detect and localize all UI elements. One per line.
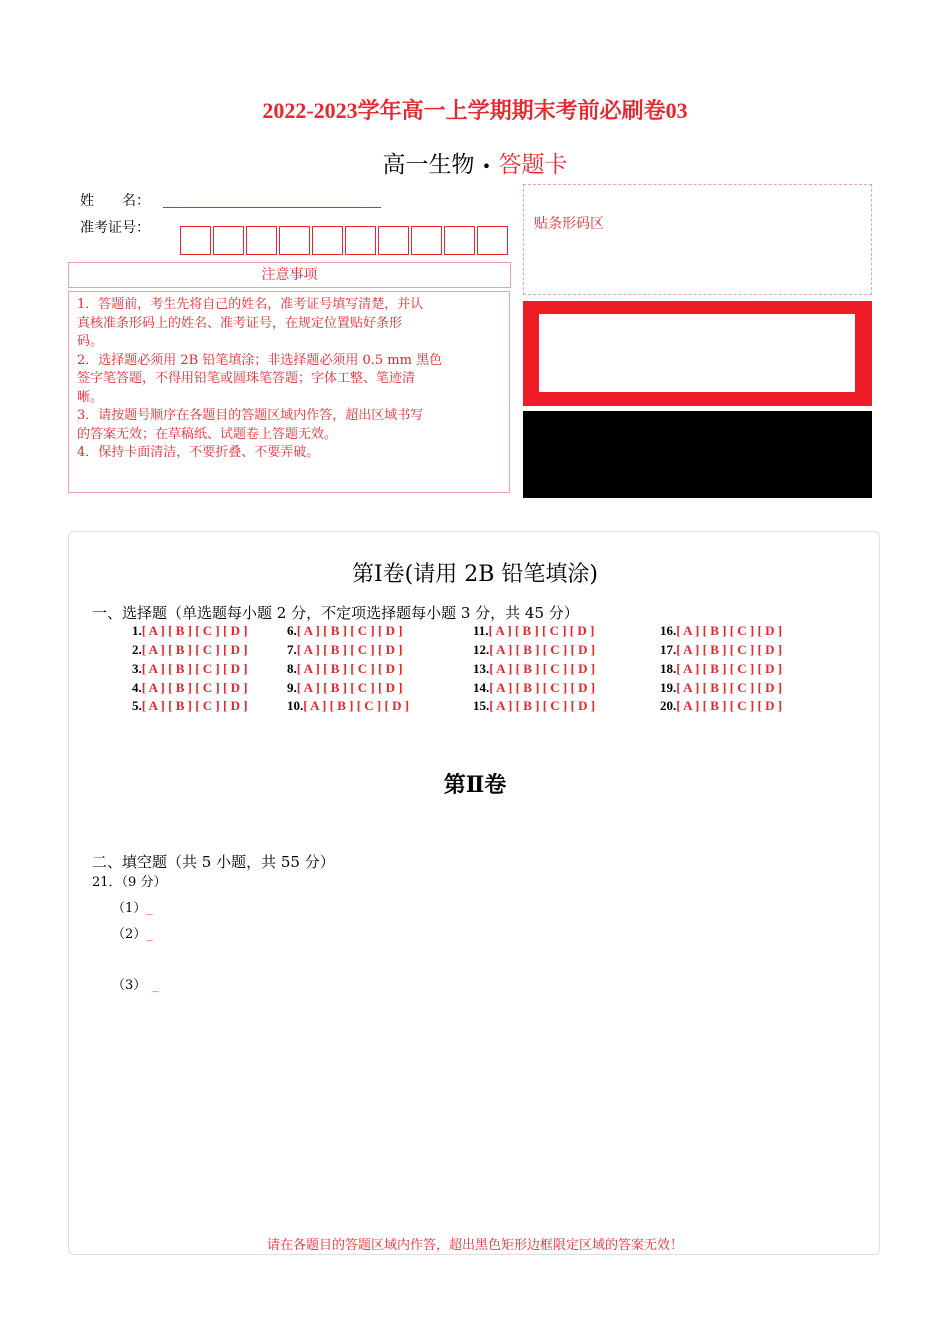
notice-line: 晰。 bbox=[77, 389, 104, 405]
section-1-heading: 一、选择题（单选题每小题 2 分，不定项选择题每小题 3 分，共 45 分） bbox=[92, 604, 579, 622]
notice-line: 4．保持卡面清洁，不要折叠、不要弄破。 bbox=[77, 445, 320, 460]
choice-row bbox=[287, 642, 403, 658]
id-digit-box[interactable] bbox=[378, 226, 409, 255]
question-number: 12. bbox=[473, 642, 490, 657]
choice-row bbox=[132, 698, 248, 714]
answer-blank[interactable]: _ bbox=[152, 978, 159, 993]
choice-bubbles[interactable]: [ A ] [ B ] [ C ] [ D ] bbox=[676, 623, 783, 638]
question-number: 16. bbox=[660, 623, 677, 638]
choice-bubbles[interactable]: [ A ] [ B ] [ C ] [ D ] bbox=[676, 680, 783, 695]
question-number: 5. bbox=[132, 698, 142, 713]
answer-area-frame bbox=[68, 531, 880, 1255]
choice-bubbles[interactable]: [ A ] [ B ] [ C ] [ D ] bbox=[296, 623, 403, 638]
choice-row bbox=[473, 661, 595, 677]
choice-row bbox=[132, 680, 248, 696]
choice-row bbox=[473, 642, 595, 658]
choice-bubbles[interactable]: [ A ] [ B ] [ C ] [ D ] bbox=[141, 642, 248, 657]
sub-question-2 bbox=[112, 923, 153, 942]
answer-blank[interactable]: _ bbox=[146, 927, 153, 942]
choice-row bbox=[132, 661, 248, 677]
sub-question-label: （3） bbox=[112, 978, 147, 993]
id-digit-box[interactable] bbox=[444, 226, 475, 255]
choice-bubbles[interactable]: [ A ] [ B ] [ C ] [ D ] bbox=[488, 623, 595, 638]
red-frame-block bbox=[523, 301, 872, 406]
question-number: 1. bbox=[132, 623, 142, 638]
question-21-label: 21．（9 分） bbox=[92, 875, 167, 890]
choice-bubbles[interactable]: [ A ] [ B ] [ C ] [ D ] bbox=[141, 698, 248, 713]
notice-line: 2．选择题必须用 2B 铅笔填涂；非选择题必须用 0.5 mm 黑色 bbox=[77, 352, 443, 368]
answer-card-label: 答题卡 bbox=[498, 152, 568, 178]
footer-warning: 请在各题目的答题区域内作答，超出黑色矩形边框限定区域的答案无效！ bbox=[266, 1238, 683, 1253]
choice-row bbox=[287, 698, 409, 714]
section-2-heading: 二、填空题（共 5 小题，共 55 分） bbox=[92, 853, 335, 871]
barcode-area bbox=[523, 184, 872, 295]
id-digit-box[interactable] bbox=[246, 226, 277, 255]
choice-row bbox=[473, 680, 595, 696]
question-number: 7. bbox=[287, 642, 297, 657]
question-number: 6. bbox=[287, 623, 297, 638]
exam-title: 2022-2023学年高一上学期期末考前必刷卷03 bbox=[262, 98, 688, 123]
notice-line: 1．答题前，考生先将自己的姓名，准考证号填写清楚，并认 bbox=[77, 297, 424, 312]
question-number: 20. bbox=[660, 698, 677, 713]
id-number-boxes[interactable] bbox=[180, 226, 510, 255]
notice-line: 真核准条形码上的姓名、准考证号，在规定位置贴好条形 bbox=[77, 315, 403, 331]
choice-bubbles[interactable]: [ A ] [ B ] [ C ] [ D ] bbox=[141, 661, 248, 676]
notice-heading: 注意事项 bbox=[68, 262, 511, 288]
choice-row bbox=[660, 642, 782, 658]
question-number: 13. bbox=[473, 661, 490, 676]
black-block bbox=[523, 411, 872, 498]
choice-bubbles[interactable]: [ A ] [ B ] [ C ] [ D ] bbox=[489, 642, 596, 657]
choice-row bbox=[660, 661, 782, 677]
choice-row bbox=[473, 698, 595, 714]
notice-line: 签字笔答题，不得用铅笔或圆珠笔答题；字体工整、笔迹清 bbox=[77, 371, 416, 386]
id-digit-box[interactable] bbox=[213, 226, 244, 255]
choice-bubbles[interactable]: [ A ] [ B ] [ C ] [ D ] bbox=[141, 623, 248, 638]
choice-bubbles[interactable]: [ A ] [ B ] [ C ] [ D ] bbox=[489, 698, 596, 713]
choice-row bbox=[287, 680, 403, 696]
id-digit-box[interactable] bbox=[180, 226, 211, 255]
red-frame-inner bbox=[539, 314, 855, 392]
id-label: 准考证号： bbox=[80, 220, 150, 236]
question-number: 10. bbox=[287, 698, 304, 713]
name-field[interactable] bbox=[163, 206, 381, 208]
choice-row bbox=[660, 698, 782, 714]
answer-blank[interactable]: _ bbox=[146, 901, 153, 916]
notice-line: 的答案无效；在草稿纸、试题卷上答题无效。 bbox=[77, 426, 338, 442]
choice-row bbox=[660, 623, 782, 639]
question-number: 15. bbox=[473, 698, 490, 713]
id-digit-box[interactable] bbox=[312, 226, 343, 255]
choice-bubbles[interactable]: [ A ] [ B ] [ C ] [ D ] bbox=[141, 680, 248, 695]
choice-row bbox=[132, 642, 248, 658]
choice-row bbox=[132, 623, 248, 639]
choice-bubbles[interactable]: [ A ] [ B ] [ C ] [ D ] bbox=[296, 661, 403, 676]
choice-row bbox=[287, 661, 403, 677]
choice-bubbles[interactable]: [ A ] [ B ] [ C ] [ D ] bbox=[489, 680, 596, 695]
sub-question-3 bbox=[112, 974, 159, 993]
question-number: 14. bbox=[473, 680, 490, 695]
question-number: 18. bbox=[660, 661, 677, 676]
id-digit-box[interactable] bbox=[411, 226, 442, 255]
subject-name: 高一生物 bbox=[382, 152, 475, 178]
question-number: 17. bbox=[660, 642, 677, 657]
volume-2-title: 第Ⅱ卷 bbox=[443, 772, 507, 798]
choice-bubbles[interactable]: [ A ] [ B ] [ C ] [ D ] bbox=[303, 698, 410, 713]
sub-question-label: （2） bbox=[112, 927, 147, 942]
question-number: 3. bbox=[132, 661, 142, 676]
id-digit-box[interactable] bbox=[345, 226, 376, 255]
question-number: 19. bbox=[660, 680, 677, 695]
question-number: 2. bbox=[132, 642, 142, 657]
notice-body bbox=[68, 291, 510, 493]
choice-row bbox=[473, 623, 594, 639]
question-number: 4. bbox=[132, 680, 142, 695]
choice-row bbox=[660, 680, 782, 696]
notice-line: 3．请按题号顺序在各题目的答题区域内作答，超出区域书写 bbox=[77, 408, 424, 423]
id-digit-box[interactable] bbox=[477, 226, 508, 255]
choice-bubbles[interactable]: [ A ] [ B ] [ C ] [ D ] bbox=[489, 661, 596, 676]
choice-bubbles[interactable]: [ A ] [ B ] [ C ] [ D ] bbox=[296, 642, 403, 657]
barcode-label: 贴条形码区 bbox=[534, 216, 604, 232]
volume-1-title: 第Ⅰ卷(请用 2B 铅笔填涂) bbox=[351, 562, 598, 587]
sub-question-label: （1） bbox=[112, 901, 147, 916]
choice-bubbles[interactable]: [ A ] [ B ] [ C ] [ D ] bbox=[296, 680, 403, 695]
question-number: 11. bbox=[473, 623, 489, 638]
sub-question-1 bbox=[112, 897, 153, 916]
choice-bubbles[interactable]: [ A ] [ B ] [ C ] [ D ] bbox=[676, 661, 783, 676]
id-digit-box[interactable] bbox=[279, 226, 310, 255]
choice-bubbles[interactable]: [ A ] [ B ] [ C ] [ D ] bbox=[676, 698, 783, 713]
choice-row bbox=[287, 623, 403, 639]
choice-bubbles[interactable]: [ A ] [ B ] [ C ] [ D ] bbox=[676, 642, 783, 657]
title-dot: • bbox=[481, 157, 492, 176]
name-label: 姓 名： bbox=[80, 193, 150, 209]
question-number: 8. bbox=[287, 661, 297, 676]
question-number: 9. bbox=[287, 680, 297, 695]
subject-title bbox=[0, 146, 950, 179]
notice-line: 码。 bbox=[77, 334, 104, 349]
